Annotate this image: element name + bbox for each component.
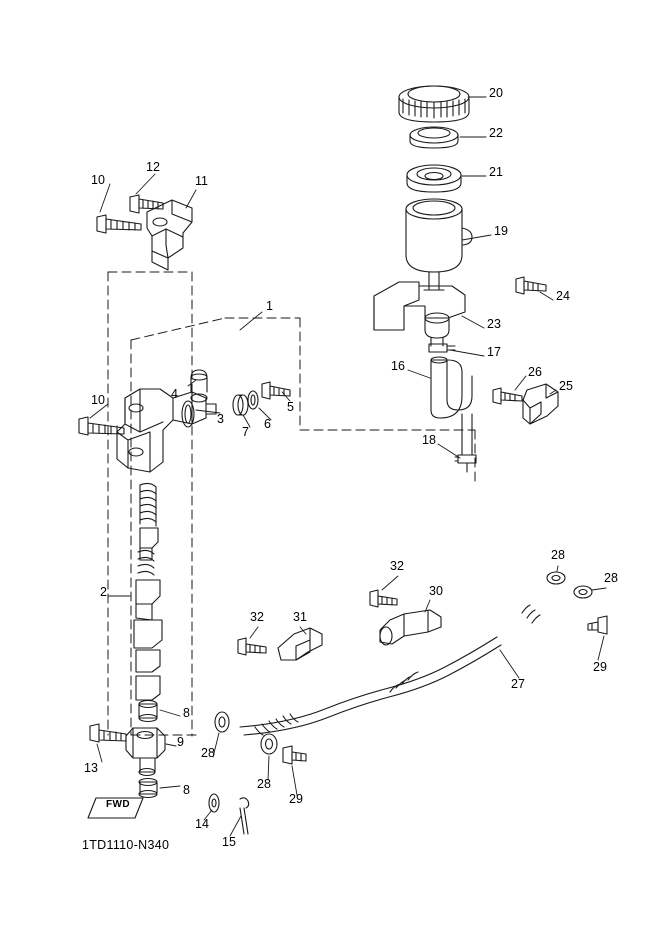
- callout-31: 31: [293, 610, 307, 624]
- callout-14: 14: [195, 817, 209, 831]
- callout-28-d: 28: [257, 777, 271, 791]
- part-31-hose-clamp-bracket: [278, 628, 322, 660]
- callout-8-lower: 8: [183, 783, 190, 797]
- callout-3: 3: [217, 412, 224, 426]
- callout-26: 26: [528, 365, 542, 379]
- part-26-bolt: [493, 388, 522, 404]
- part-9-clevis-joint: [126, 728, 165, 798]
- callout-9: 9: [177, 735, 184, 749]
- part-21-diaphragm: [407, 165, 461, 192]
- callout-10-upper: 10: [91, 173, 105, 187]
- part-20-reservoir-cap: [399, 86, 469, 122]
- callout-32-a: 32: [390, 559, 404, 573]
- callout-12: 12: [146, 160, 160, 174]
- callout-13: 13: [84, 761, 98, 775]
- callout-10-lower: 10: [91, 393, 105, 407]
- part-24-bolt: [516, 277, 546, 294]
- callout-18: 18: [422, 433, 436, 447]
- callout-28-c: 28: [201, 746, 215, 760]
- callout-25: 25: [559, 379, 573, 393]
- part-29-bolt-lower: [283, 746, 306, 764]
- leader-lines: [90, 97, 606, 836]
- callout-20: 20: [489, 86, 503, 100]
- callout-27: 27: [511, 677, 525, 691]
- callout-16: 16: [391, 359, 405, 373]
- callout-6: 6: [264, 417, 271, 431]
- part-4-reservoir-port: [191, 374, 207, 380]
- part-11-master-cylinder-bracket: [147, 200, 192, 270]
- callout-28-a: 28: [551, 548, 565, 562]
- part-18-hose-clamp-lower: [455, 455, 476, 472]
- callout-22: 22: [489, 126, 503, 140]
- callout-28-b: 28: [604, 571, 618, 585]
- part-1-master-cylinder-body: [117, 370, 216, 472]
- part-28-washer-lower: [215, 712, 277, 754]
- callout-4: 4: [171, 387, 178, 401]
- callout-32-b: 32: [250, 610, 264, 624]
- fwd-direction-label: FWD: [106, 799, 130, 810]
- callout-30: 30: [429, 584, 443, 598]
- part-29-bolt-right: [588, 616, 607, 634]
- callout-8-upper: 8: [183, 706, 190, 720]
- part-30-rod-end: [380, 610, 441, 645]
- callout-11: 11: [195, 174, 208, 188]
- callout-5: 5: [287, 400, 294, 414]
- callout-29-b: 29: [289, 792, 303, 806]
- callout-15: 15: [222, 835, 236, 849]
- part-32-bolt-lower: [238, 638, 266, 655]
- part-25-hose-holder: [523, 384, 558, 424]
- part-22-diaphragm-plate: [410, 127, 458, 148]
- callout-17: 17: [487, 345, 501, 359]
- part-16-reservoir-hose: [431, 357, 472, 455]
- part-19-reservoir-tank: [406, 199, 472, 290]
- part-32-bolt-upper: [370, 590, 397, 607]
- diagram-part-code: 1TD1110-N340: [82, 838, 170, 852]
- callout-29-a: 29: [593, 660, 607, 674]
- part-14-washer: [209, 794, 219, 812]
- part-23-reservoir-bracket: [374, 282, 465, 346]
- callout-19: 19: [494, 224, 508, 238]
- part-28-washer-upper: [547, 572, 592, 598]
- callout-24: 24: [556, 289, 570, 303]
- callout-21: 21: [489, 165, 503, 179]
- callout-2: 2: [100, 585, 107, 599]
- callout-23: 23: [487, 317, 501, 331]
- part-10-bolt-upper: [97, 215, 141, 233]
- part-12-bolt: [130, 195, 163, 213]
- part-27-brake-hose: [240, 605, 540, 735]
- part-2-piston-kit: [134, 483, 162, 721]
- part-6-washer-2: [248, 391, 258, 409]
- callout-7: 7: [242, 425, 249, 439]
- part-7-washer: [233, 395, 248, 415]
- part-17-hose-clamp: [429, 344, 455, 352]
- dashed-group-boundary: [108, 272, 475, 736]
- callout-1: 1: [266, 299, 273, 313]
